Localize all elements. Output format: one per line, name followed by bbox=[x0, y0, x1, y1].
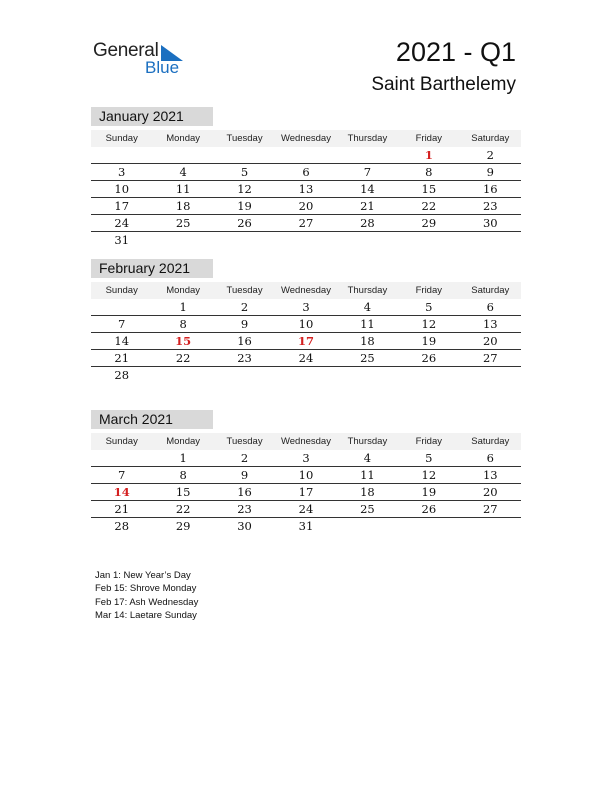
empty-day-cell bbox=[152, 232, 213, 249]
day-cell: 3 bbox=[275, 299, 336, 316]
weekday-header: Tuesday bbox=[214, 282, 275, 299]
day-cell: 29 bbox=[398, 215, 459, 232]
weekday-header: Sunday bbox=[91, 282, 152, 299]
week-row bbox=[91, 316, 521, 333]
empty-day-cell bbox=[91, 450, 152, 467]
day-cell: 30 bbox=[460, 215, 521, 232]
day-cell: 8 bbox=[152, 467, 213, 484]
weekday-header: Friday bbox=[398, 282, 459, 299]
holiday-note: Feb 17: Ash Wednesday bbox=[95, 596, 199, 608]
day-cell: 4 bbox=[152, 164, 213, 181]
weekday-header: Saturday bbox=[460, 282, 521, 299]
day-cell: 4 bbox=[337, 450, 398, 467]
day-cell: 26 bbox=[398, 501, 459, 518]
empty-day-cell bbox=[460, 518, 521, 535]
week-row bbox=[91, 501, 521, 518]
day-cell: 11 bbox=[152, 181, 213, 198]
day-cell: 6 bbox=[460, 450, 521, 467]
weekday-header: Sunday bbox=[91, 130, 152, 147]
weekday-header: Thursday bbox=[337, 282, 398, 299]
day-cell: 17 bbox=[91, 198, 152, 215]
day-cell: 18 bbox=[152, 198, 213, 215]
week-row bbox=[91, 367, 521, 384]
empty-day-cell bbox=[275, 147, 336, 164]
day-cell: 2 bbox=[460, 147, 521, 164]
general-blue-logo bbox=[93, 40, 193, 80]
holiday-note: Mar 14: Laetare Sunday bbox=[95, 610, 197, 622]
empty-day-cell bbox=[398, 518, 459, 535]
weekday-header: Thursday bbox=[337, 433, 398, 450]
empty-day-cell bbox=[152, 367, 213, 384]
holiday-day-cell: 14 bbox=[91, 484, 152, 501]
day-cell: 22 bbox=[398, 198, 459, 215]
day-cell: 23 bbox=[214, 501, 275, 518]
day-cell: 17 bbox=[275, 484, 336, 501]
week-row bbox=[91, 333, 521, 350]
holiday-day-cell: 1 bbox=[398, 147, 459, 164]
month-january bbox=[91, 107, 521, 248]
day-cell: 9 bbox=[460, 164, 521, 181]
empty-day-cell bbox=[214, 232, 275, 249]
day-cell: 10 bbox=[275, 467, 336, 484]
day-cell: 21 bbox=[337, 198, 398, 215]
day-cell: 5 bbox=[398, 450, 459, 467]
holiday-note: Jan 1: New Year’s Day bbox=[95, 570, 191, 581]
day-cell: 24 bbox=[275, 350, 336, 367]
weekday-header: Thursday bbox=[337, 130, 398, 147]
day-cell: 9 bbox=[214, 467, 275, 484]
day-cell: 11 bbox=[337, 316, 398, 333]
day-cell: 31 bbox=[114, 233, 130, 247]
day-cell: 3 bbox=[91, 164, 152, 181]
empty-day-cell bbox=[337, 518, 398, 535]
holiday-day-cell: 17 bbox=[275, 333, 336, 350]
week-row bbox=[91, 350, 521, 367]
page-subtitle: Saint Barthelemy bbox=[371, 74, 516, 95]
day-cell: 7 bbox=[91, 467, 152, 484]
day-cell: 25 bbox=[152, 215, 213, 232]
day-cell: 14 bbox=[91, 333, 152, 350]
empty-day-cell bbox=[214, 367, 275, 384]
day-cell: 11 bbox=[337, 467, 398, 484]
day-cell: 22 bbox=[152, 501, 213, 518]
day-cell: 9 bbox=[214, 316, 275, 333]
week-row bbox=[91, 467, 521, 484]
day-cell: 24 bbox=[91, 215, 152, 232]
month-march bbox=[91, 410, 521, 534]
weekday-header: Wednesday bbox=[275, 130, 336, 147]
month-title: January 2021 bbox=[91, 107, 213, 126]
day-cell: 8 bbox=[152, 316, 213, 333]
day-cell: 23 bbox=[214, 350, 275, 367]
empty-day-cell bbox=[275, 232, 336, 249]
day-cell: 12 bbox=[398, 316, 459, 333]
empty-day-cell bbox=[337, 367, 398, 384]
weekday-header: Monday bbox=[152, 282, 213, 299]
day-cell: 4 bbox=[337, 299, 398, 316]
day-cell: 7 bbox=[337, 164, 398, 181]
weekday-header: Wednesday bbox=[275, 282, 336, 299]
day-cell: 14 bbox=[337, 181, 398, 198]
day-cell: 27 bbox=[460, 350, 521, 367]
week-row bbox=[91, 181, 521, 198]
weekday-header: Monday bbox=[152, 433, 213, 450]
week-row bbox=[91, 147, 521, 164]
weekday-header: Saturday bbox=[460, 130, 521, 147]
day-cell: 10 bbox=[91, 181, 152, 198]
day-cell: 19 bbox=[398, 333, 459, 350]
day-cell: 8 bbox=[398, 164, 459, 181]
weekday-header: Tuesday bbox=[214, 433, 275, 450]
day-cell: 29 bbox=[175, 519, 191, 533]
logo-word-blue: Blue bbox=[145, 58, 180, 77]
weekday-header: Sunday bbox=[91, 433, 152, 450]
day-cell: 7 bbox=[91, 316, 152, 333]
day-cell: 16 bbox=[214, 333, 275, 350]
week-row bbox=[91, 198, 521, 215]
month-february bbox=[91, 259, 521, 383]
empty-day-cell bbox=[398, 367, 459, 384]
week-row bbox=[91, 299, 521, 316]
day-cell: 27 bbox=[460, 501, 521, 518]
day-cell: 26 bbox=[398, 350, 459, 367]
weekday-header: Monday bbox=[152, 130, 213, 147]
weekday-header: Wednesday bbox=[275, 433, 336, 450]
day-cell: 1 bbox=[152, 299, 213, 316]
day-cell: 5 bbox=[214, 164, 275, 181]
day-cell: 28 bbox=[114, 519, 130, 533]
day-cell: 16 bbox=[214, 484, 275, 501]
day-cell: 12 bbox=[398, 467, 459, 484]
weekday-header-row bbox=[91, 130, 521, 147]
day-cell: 19 bbox=[398, 484, 459, 501]
empty-day-cell bbox=[91, 147, 152, 164]
day-cell: 19 bbox=[214, 198, 275, 215]
empty-day-cell bbox=[275, 367, 336, 384]
day-cell: 21 bbox=[91, 350, 152, 367]
weekday-header: Friday bbox=[398, 130, 459, 147]
day-cell: 20 bbox=[275, 198, 336, 215]
day-cell: 18 bbox=[337, 333, 398, 350]
week-row bbox=[91, 450, 521, 467]
day-cell: 25 bbox=[337, 350, 398, 367]
weekday-header: Saturday bbox=[460, 433, 521, 450]
calendar-grid bbox=[91, 130, 521, 248]
day-cell: 15 bbox=[398, 181, 459, 198]
weekday-header-row bbox=[91, 282, 521, 299]
page-title: 2021 - Q1 bbox=[395, 37, 516, 67]
day-cell: 18 bbox=[337, 484, 398, 501]
day-cell: 10 bbox=[275, 316, 336, 333]
weekday-header: Friday bbox=[398, 433, 459, 450]
day-cell: 16 bbox=[460, 181, 521, 198]
holiday-note: Feb 15: Shrove Monday bbox=[95, 583, 197, 595]
day-cell: 31 bbox=[298, 519, 314, 533]
day-cell: 20 bbox=[460, 333, 521, 350]
day-cell: 25 bbox=[337, 501, 398, 518]
day-cell: 30 bbox=[237, 519, 252, 533]
day-cell: 23 bbox=[460, 198, 521, 215]
day-cell: 24 bbox=[275, 501, 336, 518]
holiday-day-cell: 15 bbox=[152, 333, 213, 350]
month-title: March 2021 bbox=[91, 410, 213, 429]
logo-word-general: General bbox=[93, 40, 159, 61]
empty-day-cell bbox=[337, 232, 398, 249]
day-cell: 20 bbox=[460, 484, 521, 501]
day-cell: 6 bbox=[275, 164, 336, 181]
day-cell: 13 bbox=[460, 316, 521, 333]
empty-day-cell bbox=[398, 232, 459, 249]
empty-day-cell bbox=[214, 147, 275, 164]
empty-day-cell bbox=[91, 299, 152, 316]
day-cell: 2 bbox=[214, 450, 275, 467]
calendar-grid bbox=[91, 282, 521, 383]
day-cell: 26 bbox=[214, 215, 275, 232]
empty-day-cell bbox=[460, 232, 521, 249]
day-cell: 27 bbox=[275, 215, 336, 232]
week-row bbox=[91, 484, 521, 501]
day-cell: 22 bbox=[152, 350, 213, 367]
empty-day-cell bbox=[337, 147, 398, 164]
day-cell: 6 bbox=[460, 299, 521, 316]
calendar-grid bbox=[91, 433, 521, 534]
week-row bbox=[91, 215, 521, 232]
empty-day-cell bbox=[152, 147, 213, 164]
day-cell: 28 bbox=[337, 215, 398, 232]
day-cell: 21 bbox=[91, 501, 152, 518]
weekday-header: Tuesday bbox=[214, 130, 275, 147]
week-row bbox=[91, 518, 521, 535]
day-cell: 13 bbox=[275, 181, 336, 198]
day-cell: 28 bbox=[114, 368, 130, 382]
day-cell: 13 bbox=[460, 467, 521, 484]
day-cell: 1 bbox=[152, 450, 213, 467]
day-cell: 3 bbox=[275, 450, 336, 467]
week-row bbox=[91, 164, 521, 181]
holiday-notes bbox=[95, 569, 198, 623]
day-cell: 5 bbox=[398, 299, 459, 316]
day-cell: 2 bbox=[214, 299, 275, 316]
weekday-header-row bbox=[91, 433, 521, 450]
day-cell: 15 bbox=[152, 484, 213, 501]
empty-day-cell bbox=[460, 367, 521, 384]
day-cell: 12 bbox=[214, 181, 275, 198]
week-row bbox=[91, 232, 521, 249]
month-title: February 2021 bbox=[91, 259, 213, 278]
